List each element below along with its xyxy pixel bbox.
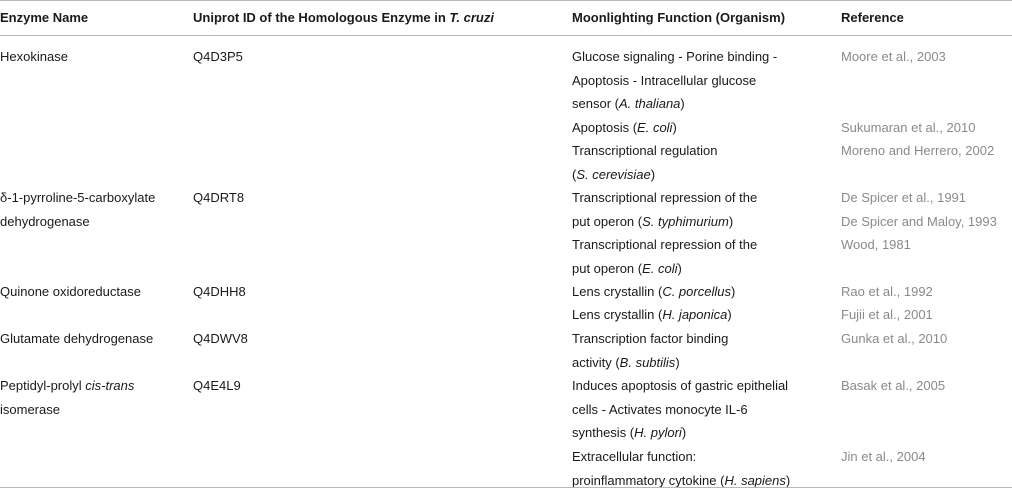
reference: De Spicer et al., 1991 De Spicer and Maloy, 1993 bbox=[841, 190, 997, 229]
header-enzyme-name: Enzyme Name bbox=[0, 10, 89, 25]
moonlighting-function: Transcriptional repression of the put operon (E. coli) bbox=[572, 237, 758, 276]
reference: Wood, 1981 bbox=[841, 237, 911, 252]
header-uniprot-id: Uniprot ID of the Homologous Enzyme in T. cruzi bbox=[193, 10, 494, 25]
moonlighting-function: Induces apoptosis of gastric epithelial cells - Activates monocyte IL-6 synthesis (H. pylori) bbox=[572, 378, 789, 440]
moonlighting-function: Apoptosis (E. coli) bbox=[572, 120, 677, 135]
table-header bbox=[0, 0, 1012, 36]
moonlighting-function: Transcriptional repression of the put operon (S. typhimurium) bbox=[572, 190, 758, 229]
reference: Rao et al., 1992 bbox=[841, 284, 933, 299]
moonlighting-function: Lens crystallin (C. porcellus) bbox=[572, 284, 736, 299]
enzyme-name: δ-1-pyrroline-5-carboxylate dehydrogenase bbox=[0, 190, 156, 229]
uniprot-id: Q4D3P5 bbox=[193, 49, 243, 64]
enzyme-name: Hexokinase bbox=[0, 49, 68, 64]
moonlighting-function: Extracellular function: proinflammatory cytokine (H. sapiens) bbox=[572, 449, 791, 488]
moonlighting-function: Glucose signaling - Porine binding - Apoptosis - Intracellular glucose sensor (A. thaliana) bbox=[572, 49, 778, 111]
reference: Moore et al., 2003 bbox=[841, 49, 946, 64]
reference: Basak et al., 2005 bbox=[841, 378, 946, 393]
moonlighting-function: Lens crystallin (H. japonica) bbox=[572, 307, 732, 322]
uniprot-id: Q4DWV8 bbox=[193, 331, 248, 346]
moonlighting-function: Transcriptional regulation (S. cerevisiae) bbox=[572, 143, 718, 182]
uniprot-id: Q4DRT8 bbox=[193, 190, 245, 205]
enzyme-name: Glutamate dehydrogenase bbox=[0, 331, 154, 346]
uniprot-id: Q4E4L9 bbox=[193, 378, 241, 393]
reference: Fujii et al., 2001 bbox=[841, 307, 933, 322]
reference: Gunka et al., 2010 bbox=[841, 331, 948, 346]
moonlighting-function: Transcription factor binding activity (B. subtilis) bbox=[572, 331, 729, 370]
enzyme-name: Peptidyl-prolyl cis-trans isomerase bbox=[0, 378, 135, 417]
reference: Jin et al., 2004 bbox=[841, 449, 926, 464]
uniprot-id: Q4DHH8 bbox=[193, 284, 246, 299]
header-moonlighting-function: Moonlighting Function (Organism) bbox=[572, 10, 786, 25]
header-reference: Reference bbox=[841, 10, 904, 25]
enzyme-name: Quinone oxidoreductase bbox=[0, 284, 141, 299]
reference: Moreno and Herrero, 2002 bbox=[841, 143, 995, 158]
reference: Sukumaran et al., 2010 bbox=[841, 120, 976, 135]
